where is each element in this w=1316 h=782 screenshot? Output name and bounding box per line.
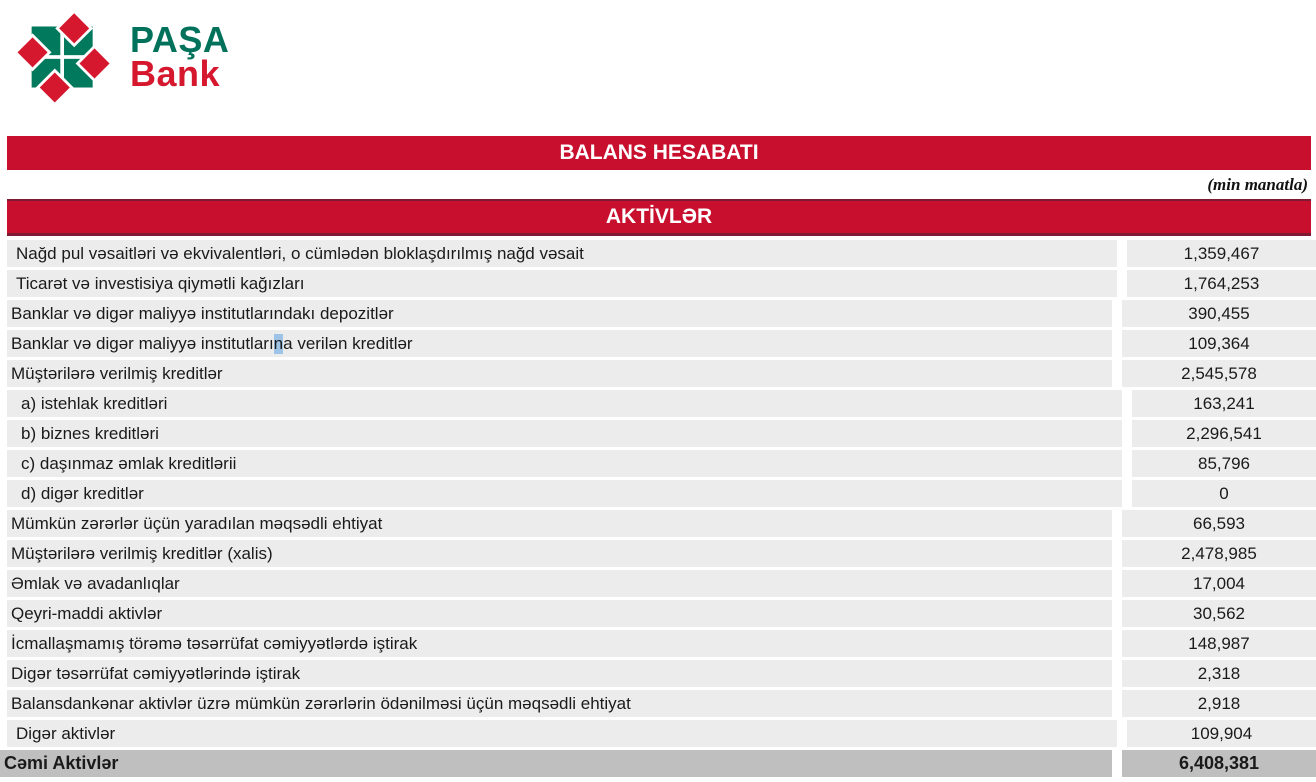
column-gap xyxy=(1117,720,1127,747)
bank-logo xyxy=(14,8,229,106)
column-gap xyxy=(1112,690,1122,717)
row-label: c) daşınmaz əmlak kreditlərii xyxy=(7,450,1122,477)
total-row xyxy=(0,750,1316,777)
row-value: 148,987 xyxy=(1122,630,1316,657)
row-value: 1,359,467 xyxy=(1127,240,1316,267)
row-value: 163,241 xyxy=(1132,390,1316,417)
table-row xyxy=(7,360,1316,387)
row-label: Əmlak və avadanlıqlar xyxy=(7,570,1112,597)
table-row xyxy=(7,420,1316,447)
row-label: Qeyri-maddi aktivlər xyxy=(7,600,1112,627)
row-label: Banklar və digər maliyyə institutlarındakı depozitlər xyxy=(7,300,1112,327)
column-gap xyxy=(1122,450,1132,477)
row-label: d) digər kreditlər xyxy=(7,480,1122,507)
row-value: 2,545,578 xyxy=(1122,360,1316,387)
row-value: 1,764,253 xyxy=(1127,270,1316,297)
table-row xyxy=(7,510,1316,537)
table-row xyxy=(7,270,1316,297)
row-value: 109,364 xyxy=(1122,330,1316,357)
column-gap xyxy=(1112,750,1122,777)
row-value: 390,455 xyxy=(1122,300,1316,327)
row-label: Balansdankənar aktivlər üzrə mümkün zərərlərin ödənilməsi üçün məqsədli ehtiyat xyxy=(7,690,1112,717)
bank-logo-icon xyxy=(14,8,114,106)
column-gap xyxy=(1112,330,1122,357)
row-label: İcmallaşmamış törəmə təsərrüfat cəmiyyətlərdə iştirak xyxy=(7,630,1112,657)
section-header-banner: AKTİVLƏR xyxy=(7,199,1311,236)
column-gap xyxy=(1122,390,1132,417)
row-label: Digər təsərrüfat cəmiyyətlərində iştirak xyxy=(7,660,1112,687)
table-row xyxy=(7,450,1316,477)
assets-table xyxy=(0,240,1316,780)
row-value: 2,296,541 xyxy=(1132,420,1316,447)
table-row xyxy=(7,600,1316,627)
column-gap xyxy=(1112,540,1122,567)
row-label: Digər aktivlər xyxy=(7,720,1117,747)
selection-highlight: n xyxy=(273,333,284,353)
row-label: a) istehlak kreditləri xyxy=(7,390,1122,417)
column-gap xyxy=(1122,480,1132,507)
row-label: b) biznes kreditləri xyxy=(7,420,1122,447)
column-gap xyxy=(1112,570,1122,597)
table-row xyxy=(7,720,1316,747)
row-value: 2,918 xyxy=(1122,690,1316,717)
table-row xyxy=(7,390,1316,417)
table-row xyxy=(7,240,1316,267)
report-title-banner: BALANS HESABATI xyxy=(7,136,1311,170)
row-value: 17,004 xyxy=(1122,570,1316,597)
column-gap xyxy=(1112,630,1122,657)
row-label-text: Banklar və digər maliyyə institutları xyxy=(11,333,274,353)
table-row xyxy=(7,690,1316,717)
row-value: 2,318 xyxy=(1122,660,1316,687)
row-value: 66,593 xyxy=(1122,510,1316,537)
row-value: 2,478,985 xyxy=(1122,540,1316,567)
row-value: 109,904 xyxy=(1127,720,1316,747)
bank-logo-name-bottom: Bank xyxy=(130,53,221,94)
column-gap xyxy=(1112,300,1122,327)
table-row xyxy=(7,630,1316,657)
row-value: 0 xyxy=(1132,480,1316,507)
bank-logo-text xyxy=(130,18,230,94)
row-label: Müştərilərə verilmiş kreditlər (xalis) xyxy=(7,540,1112,567)
table-row xyxy=(7,300,1316,327)
column-gap xyxy=(1112,600,1122,627)
column-gap xyxy=(1117,270,1127,297)
table-row xyxy=(7,480,1316,507)
column-gap xyxy=(1112,360,1122,387)
row-label: Nağd pul vəsaitləri və ekvivalentləri, o cümlədən bloklaşdırılmış nağd vəsait xyxy=(7,240,1117,267)
table-row xyxy=(7,330,1316,357)
column-gap xyxy=(1112,510,1122,537)
table-row xyxy=(7,540,1316,567)
column-gap xyxy=(1112,660,1122,687)
column-gap xyxy=(1117,240,1127,267)
row-label: Mümkün zərərlər üçün yaradılan məqsədli ehtiyat xyxy=(7,510,1112,537)
total-row-label: Cəmi Aktivlər xyxy=(0,750,1112,777)
row-label-text: a verilən kreditlər xyxy=(283,333,413,353)
unit-note: (min manatla) xyxy=(1207,175,1308,194)
bank-logo-name-top: PAŞA xyxy=(130,18,230,60)
table-row xyxy=(7,570,1316,597)
row-label xyxy=(7,330,1112,357)
table-row xyxy=(7,660,1316,687)
row-value: 85,796 xyxy=(1132,450,1316,477)
row-label: Müştərilərə verilmiş kreditlər xyxy=(7,360,1112,387)
row-value: 30,562 xyxy=(1122,600,1316,627)
column-gap xyxy=(1122,420,1132,447)
row-label: Ticarət və investisiya qiymətli kağızları xyxy=(7,270,1117,297)
total-row-value: 6,408,381 xyxy=(1122,750,1316,777)
